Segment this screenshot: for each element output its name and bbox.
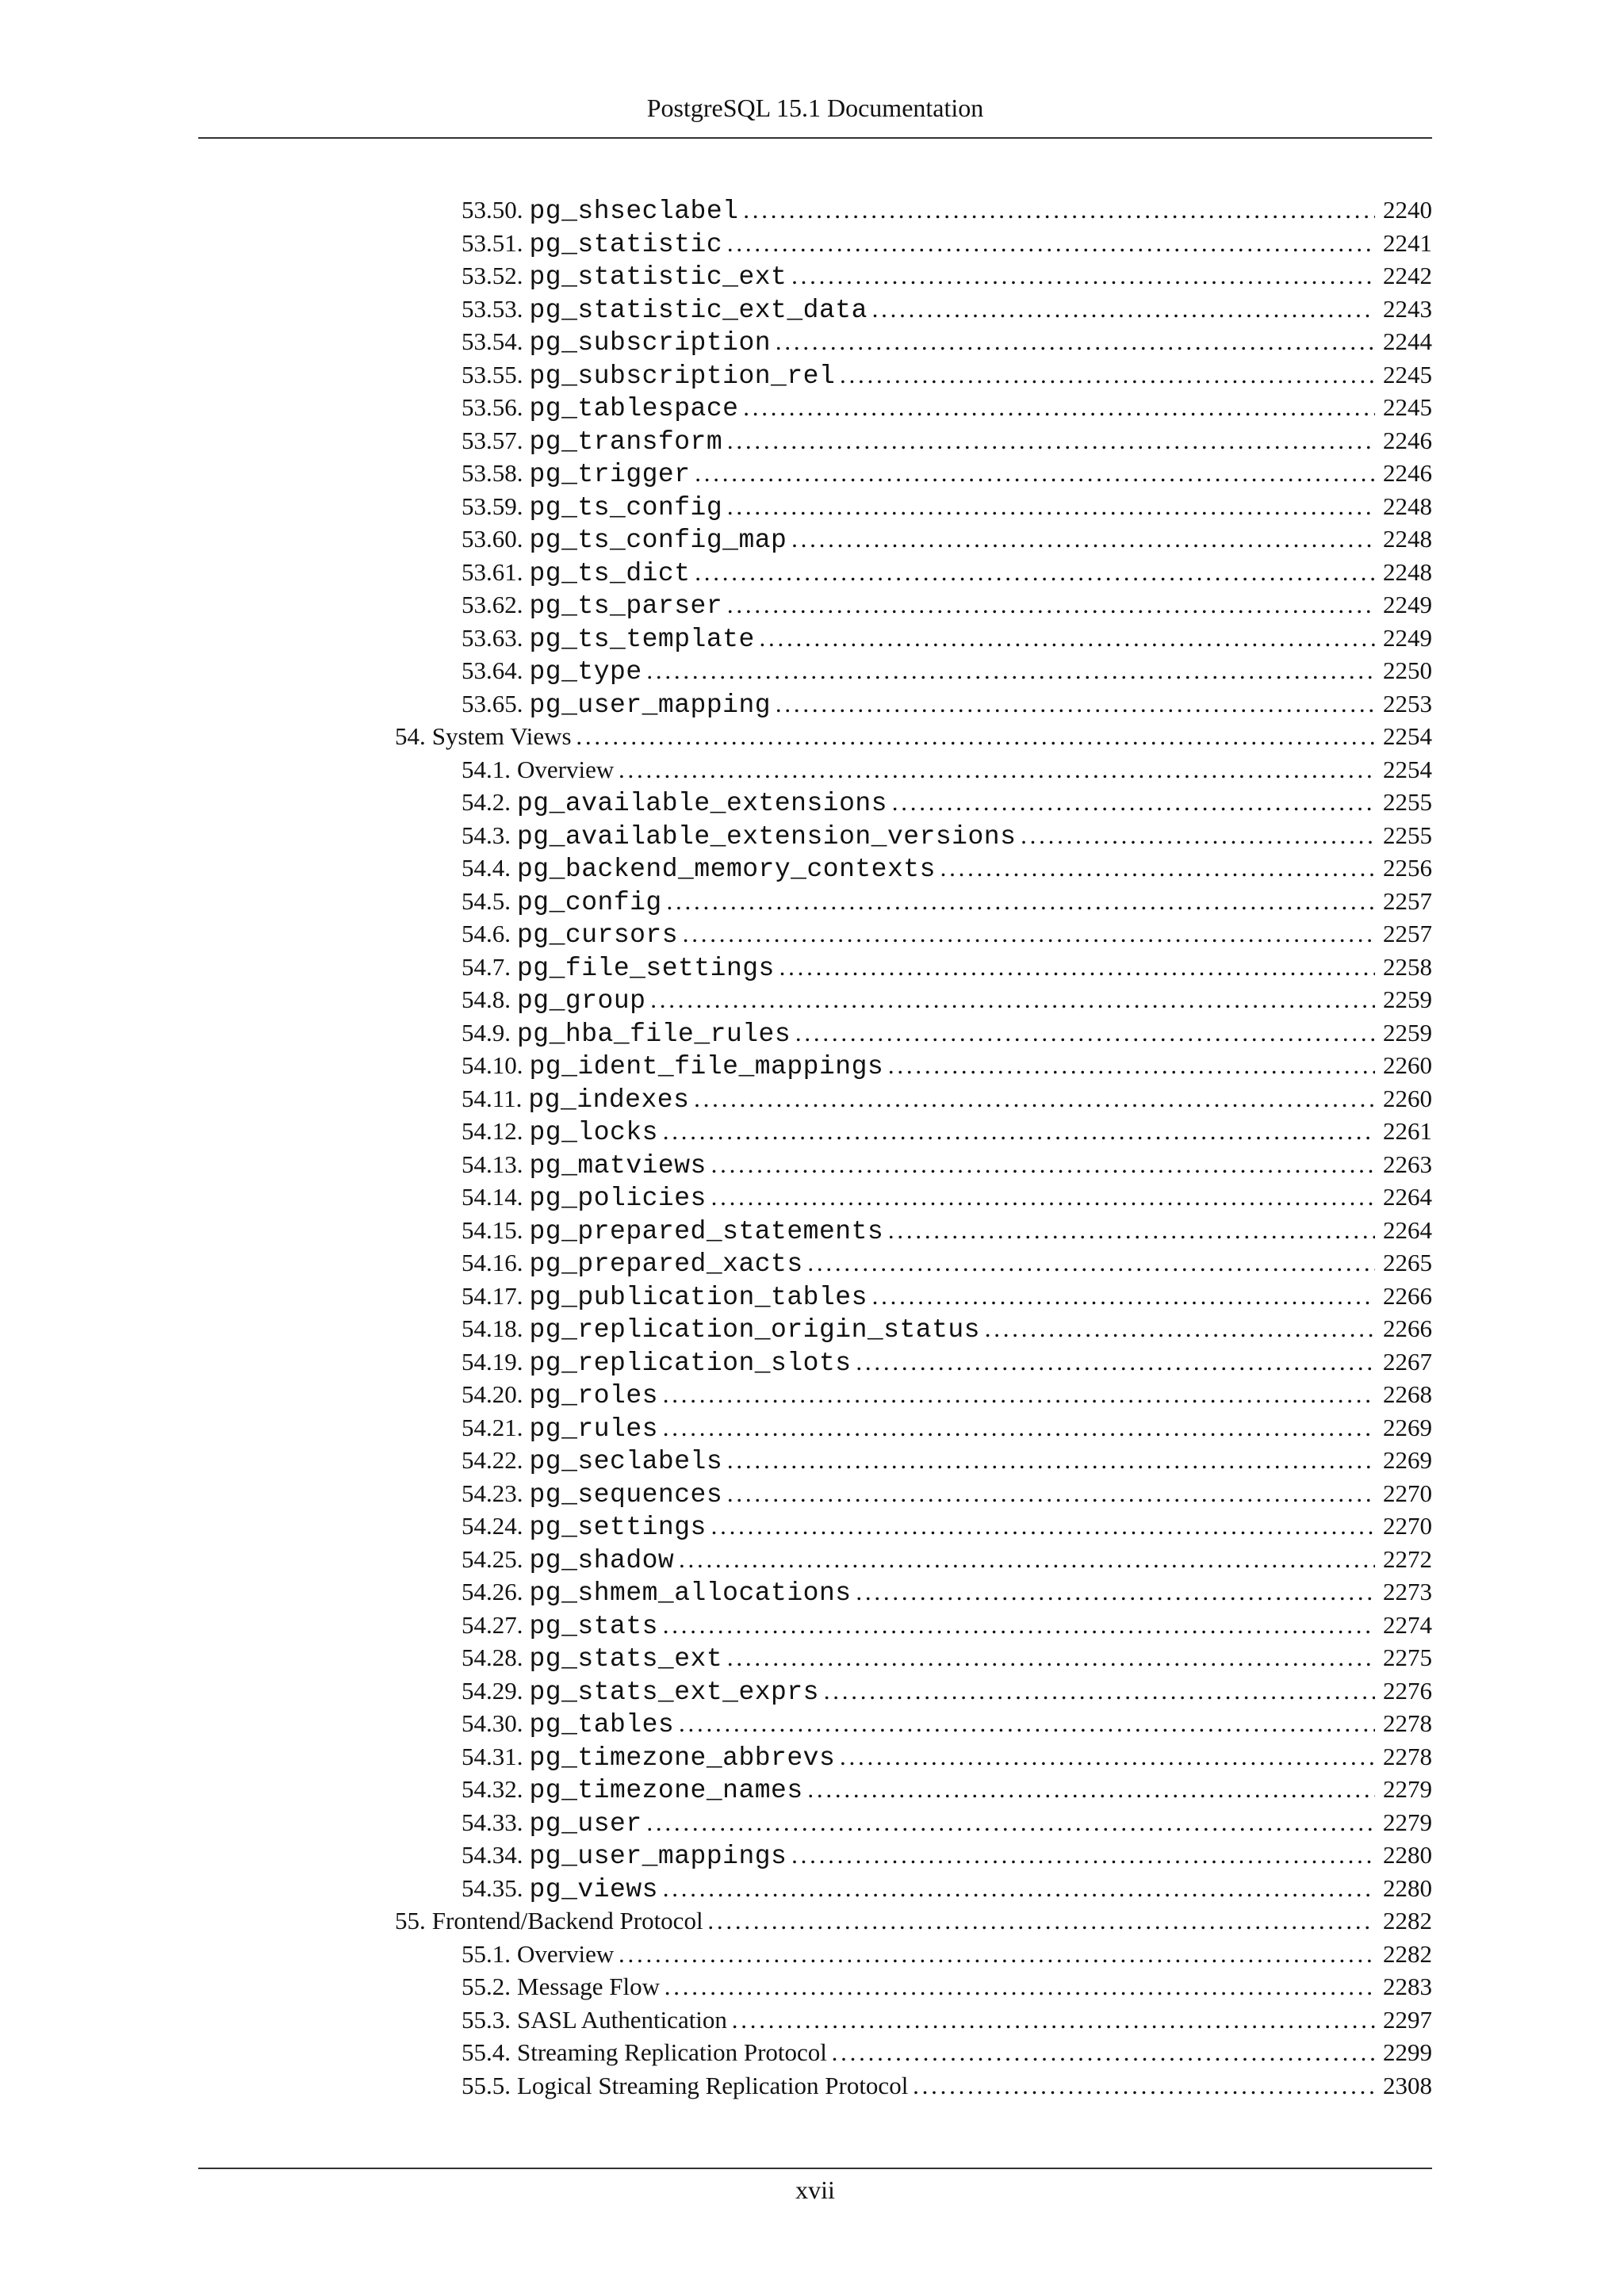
toc-entry[interactable] bbox=[462, 1872, 1624, 1905]
toc-entry[interactable] bbox=[462, 1773, 1624, 1806]
toc-entry-page: 2246 bbox=[1375, 457, 1432, 490]
toc-entry-page: 2278 bbox=[1375, 1707, 1432, 1740]
toc-entry-label bbox=[462, 1378, 1432, 1411]
toc-entry-number: 53.57. bbox=[462, 426, 523, 454]
toc-entry-label bbox=[462, 1214, 1432, 1247]
toc-entry[interactable] bbox=[462, 1970, 1624, 2003]
toc-entry-page: 2240 bbox=[1375, 193, 1432, 227]
toc-entry-title[interactable]: pg_stats bbox=[529, 1611, 658, 1641]
toc-entry-number: 53.63. bbox=[462, 623, 523, 652]
toc-entry-label bbox=[462, 1872, 1432, 1905]
toc-entry-number: 54.28. bbox=[462, 1644, 523, 1671]
toc-entry-title[interactable]: System Views bbox=[431, 722, 572, 750]
toc-entry-label bbox=[462, 2036, 1432, 2069]
toc-entry-title[interactable]: pg_statistic bbox=[529, 229, 723, 259]
toc-entry-label bbox=[462, 2069, 1432, 2103]
toc-entry[interactable] bbox=[462, 1082, 1624, 1115]
toc-entry[interactable] bbox=[462, 622, 1624, 655]
toc-entry-label bbox=[462, 293, 1432, 326]
toc-entry-label bbox=[462, 1246, 1432, 1280]
toc-entry-number: 54.9. bbox=[462, 1018, 511, 1047]
toc-entry[interactable] bbox=[462, 1707, 1624, 1740]
toc-entry[interactable] bbox=[395, 1904, 1624, 1938]
toc-entry-page: 2267 bbox=[1375, 1345, 1432, 1379]
toc-entry-label bbox=[462, 1674, 1432, 1708]
toc-entry-title[interactable]: pg_file_settings bbox=[517, 953, 775, 983]
toc-entry-title[interactable]: pg_replication_origin_status bbox=[529, 1315, 980, 1345]
toc-entry-number: 53.51. bbox=[462, 228, 523, 257]
toc-entry-label bbox=[462, 1082, 1432, 1115]
toc-entry[interactable] bbox=[462, 1575, 1624, 1609]
toc-entry-number: 54.32. bbox=[462, 1775, 523, 1803]
toc-entry-title[interactable]: pg_statistic_ext bbox=[529, 262, 787, 292]
toc-entry[interactable] bbox=[462, 1016, 1624, 1050]
toc-entry-title[interactable]: pg_user_mapping bbox=[529, 690, 772, 720]
toc-entry[interactable] bbox=[462, 556, 1624, 589]
toc-entry-title[interactable]: pg_shadow bbox=[529, 1545, 675, 1575]
toc-entry-label bbox=[462, 1411, 1432, 1445]
toc-entry[interactable] bbox=[462, 490, 1624, 523]
toc-entry[interactable] bbox=[462, 1444, 1624, 1477]
toc-entry[interactable] bbox=[462, 1345, 1624, 1379]
toc-entry-page: 2260 bbox=[1375, 1082, 1432, 1115]
toc-entry-title[interactable]: pg_settings bbox=[529, 1513, 707, 1542]
toc-entry-title[interactable]: pg_tablespace bbox=[529, 394, 739, 423]
toc-entry-page: 2279 bbox=[1375, 1773, 1432, 1806]
toc-entry-number: 54.5. bbox=[462, 886, 511, 915]
toc-entry[interactable] bbox=[462, 259, 1624, 293]
toc-entry-page: 2297 bbox=[1375, 2003, 1432, 2037]
toc-entry-page: 2266 bbox=[1375, 1280, 1432, 1313]
toc-entry[interactable] bbox=[462, 2003, 1624, 2037]
toc-entry[interactable] bbox=[462, 654, 1624, 687]
toc-entry-label bbox=[395, 720, 1432, 753]
toc-entry-number: 54.4. bbox=[462, 854, 511, 882]
toc-entry-title[interactable]: pg_cursors bbox=[517, 920, 679, 950]
toc-entry-page: 2299 bbox=[1375, 2036, 1432, 2069]
toc-entry-page: 2274 bbox=[1375, 1609, 1432, 1642]
toc-entry-page: 2253 bbox=[1375, 687, 1432, 721]
toc-entry-page: 2244 bbox=[1375, 325, 1432, 358]
toc-entry-title[interactable]: pg_replication_slots bbox=[529, 1348, 852, 1378]
page-header-title: PostgreSQL 15.1 Documentation bbox=[646, 94, 984, 122]
toc-entry-page: 2268 bbox=[1375, 1378, 1432, 1411]
toc-entry-label bbox=[462, 1016, 1432, 1050]
toc-entry-title[interactable]: pg_prepared_xacts bbox=[529, 1249, 803, 1279]
toc-entry-number: 54.18. bbox=[462, 1314, 523, 1342]
toc-entry-title[interactable]: pg_available_extensions bbox=[517, 789, 887, 818]
toc-entry[interactable] bbox=[462, 1049, 1624, 1082]
toc-entry-title[interactable]: pg_type bbox=[529, 657, 642, 687]
toc-entry-title[interactable]: pg_ident_file_mappings bbox=[529, 1052, 884, 1081]
toc-entry[interactable] bbox=[462, 1609, 1624, 1642]
toc-entry[interactable] bbox=[462, 1839, 1624, 1872]
toc-entry[interactable] bbox=[462, 1938, 1624, 1971]
toc-entry-title[interactable]: Streaming Replication Protocol bbox=[517, 2038, 827, 2066]
toc-entry-label bbox=[462, 951, 1432, 984]
toc-entry-label bbox=[462, 1280, 1432, 1313]
toc-entry-page: 2254 bbox=[1375, 753, 1432, 786]
toc-entry-title[interactable]: pg_ts_parser bbox=[529, 591, 723, 621]
toc-entry[interactable] bbox=[462, 1115, 1624, 1148]
toc-entry-label bbox=[462, 588, 1432, 622]
toc-entry-title[interactable]: pg_shseclabel bbox=[529, 197, 739, 226]
toc-entry-page: 2248 bbox=[1375, 522, 1432, 556]
toc-entry[interactable] bbox=[462, 424, 1624, 457]
toc-entry-page: 2245 bbox=[1375, 391, 1432, 424]
toc-entry-page: 2273 bbox=[1375, 1575, 1432, 1609]
toc-entry-label bbox=[462, 391, 1432, 424]
toc-entry-label bbox=[462, 259, 1432, 293]
toc-entry-page: 2279 bbox=[1375, 1806, 1432, 1839]
toc-entry[interactable] bbox=[462, 2069, 1624, 2103]
toc-entry-label bbox=[395, 1904, 1432, 1938]
toc-entry-number: 54.21. bbox=[462, 1413, 523, 1441]
toc-entry-label bbox=[462, 227, 1432, 260]
toc-entry[interactable] bbox=[462, 753, 1624, 786]
toc-entry-title[interactable]: pg_ts_dict bbox=[529, 558, 691, 588]
toc-entry-title[interactable]: pg_statistic_ext_data bbox=[529, 295, 868, 325]
toc-entry-page: 2258 bbox=[1375, 951, 1432, 984]
toc-entry[interactable] bbox=[462, 983, 1624, 1016]
toc-entry-title[interactable]: pg_roles bbox=[529, 1381, 658, 1410]
toc-entry-page: 2272 bbox=[1375, 1543, 1432, 1576]
toc-entry-label bbox=[462, 1970, 1432, 2003]
toc-entry-number: 53.65. bbox=[462, 689, 523, 718]
toc-entry-number: 53.59. bbox=[462, 492, 523, 520]
toc-entry-number: 54.20. bbox=[462, 1380, 523, 1408]
toc-entry-label bbox=[462, 819, 1432, 852]
toc-entry-label bbox=[462, 1181, 1432, 1214]
toc-entry-number: 54.22. bbox=[462, 1446, 523, 1474]
toc-entry-page: 2270 bbox=[1375, 1477, 1432, 1510]
toc-entry-number: 55.3. bbox=[462, 2005, 511, 2034]
toc-entry-page: 2264 bbox=[1375, 1214, 1432, 1247]
toc-entry-title[interactable]: SASL Authentication bbox=[517, 2005, 727, 2034]
toc-entry-number: 55.1. bbox=[462, 1939, 511, 1968]
toc-entry-title[interactable]: Overview bbox=[517, 755, 615, 783]
toc-entry-label bbox=[462, 654, 1432, 687]
toc-entry-page: 2282 bbox=[1375, 1904, 1432, 1938]
toc-entry-title[interactable]: pg_timezone_abbrevs bbox=[529, 1743, 836, 1773]
toc-entry-number: 53.62. bbox=[462, 591, 523, 618]
toc-entry-title[interactable]: pg_group bbox=[517, 986, 646, 1016]
toc-entry-page: 2256 bbox=[1375, 851, 1432, 885]
toc-entry-title[interactable]: pg_publication_tables bbox=[529, 1282, 868, 1312]
toc-entry[interactable] bbox=[462, 1181, 1624, 1214]
toc-entry-page: 2248 bbox=[1375, 556, 1432, 589]
toc-entry-page: 2250 bbox=[1375, 654, 1432, 687]
toc-entry-number: 54.7. bbox=[462, 952, 511, 981]
toc-entry-label bbox=[462, 1740, 1432, 1774]
toc-entry-page: 2241 bbox=[1375, 227, 1432, 260]
toc-entry-label bbox=[462, 1477, 1432, 1510]
toc-entry[interactable] bbox=[462, 951, 1624, 984]
toc-entry-label bbox=[462, 1575, 1432, 1609]
toc-entry-title[interactable]: pg_matviews bbox=[529, 1150, 707, 1181]
toc-entry-title[interactable]: pg_transform bbox=[529, 427, 723, 457]
toc-entry-label bbox=[462, 851, 1432, 885]
toc-entry-number: 54.11. bbox=[462, 1084, 523, 1112]
footer-rule bbox=[198, 2168, 1432, 2169]
toc-entry[interactable] bbox=[462, 1148, 1624, 1181]
toc-entry-number: 54.25. bbox=[462, 1544, 523, 1573]
toc-entry-title[interactable]: Message Flow bbox=[517, 1973, 660, 2000]
header-rule bbox=[198, 137, 1432, 139]
toc-entry[interactable] bbox=[462, 2036, 1624, 2069]
toc-entry-number: 54.16. bbox=[462, 1249, 523, 1276]
toc-entry-page: 2283 bbox=[1375, 1970, 1432, 2003]
toc-entry-page: 2280 bbox=[1375, 1872, 1432, 1905]
toc-entry-title[interactable]: pg_prepared_statements bbox=[529, 1216, 884, 1246]
toc-entry-number: 53.54. bbox=[462, 327, 523, 355]
toc-entry-title[interactable]: pg_indexes bbox=[528, 1085, 690, 1115]
toc-entry-number: 53.58. bbox=[462, 459, 523, 487]
toc-entry[interactable] bbox=[462, 1543, 1624, 1576]
toc-entry-number: 54.26. bbox=[462, 1578, 523, 1605]
toc-entry-title[interactable]: pg_stats_ext_exprs bbox=[529, 1677, 819, 1707]
toc-entry[interactable] bbox=[462, 786, 1624, 819]
toc-entry[interactable] bbox=[462, 193, 1624, 227]
toc-entry-page: 2257 bbox=[1375, 885, 1432, 918]
toc-entry-number: 54. bbox=[395, 722, 426, 750]
toc-entry-number: 54.35. bbox=[462, 1873, 523, 1902]
toc-entry-number: 54.15. bbox=[462, 1215, 523, 1244]
toc-entry-number: 55.4. bbox=[462, 2038, 511, 2066]
toc-entry-page: 2242 bbox=[1375, 259, 1432, 293]
toc-entry-page: 2278 bbox=[1375, 1740, 1432, 1774]
toc-entry[interactable] bbox=[462, 1312, 1624, 1345]
toc-entry-label bbox=[462, 1806, 1432, 1839]
toc-entry-page: 2245 bbox=[1375, 358, 1432, 392]
toc-entry-number: 54.30. bbox=[462, 1709, 523, 1737]
toc-entry-page: 2264 bbox=[1375, 1181, 1432, 1214]
toc-entry[interactable] bbox=[462, 1641, 1624, 1674]
table-of-contents bbox=[0, 193, 1624, 2102]
toc-entry-title[interactable]: pg_sequences bbox=[529, 1479, 723, 1510]
toc-entry-number: 54.33. bbox=[462, 1808, 523, 1836]
toc-entry[interactable] bbox=[462, 358, 1624, 392]
toc-entry-title[interactable]: pg_rules bbox=[529, 1414, 658, 1444]
toc-entry-number: 53.61. bbox=[462, 557, 523, 586]
toc-entry-label bbox=[462, 917, 1432, 951]
toc-entry-label bbox=[462, 1049, 1432, 1082]
toc-entry[interactable] bbox=[462, 1214, 1624, 1247]
toc-entry[interactable] bbox=[462, 1740, 1624, 1774]
toc-entry-label bbox=[462, 1115, 1432, 1148]
toc-entry-title[interactable]: pg_stats_ext bbox=[529, 1644, 723, 1674]
toc-entry-number: 53.60. bbox=[462, 525, 523, 553]
toc-entry[interactable] bbox=[462, 851, 1624, 885]
toc-entry-page: 2248 bbox=[1375, 490, 1432, 523]
toc-entry[interactable] bbox=[462, 457, 1624, 490]
toc-entry[interactable] bbox=[462, 1510, 1624, 1543]
toc-entry-page: 2269 bbox=[1375, 1411, 1432, 1445]
toc-entry-label bbox=[462, 424, 1432, 457]
toc-entry-page: 2260 bbox=[1375, 1049, 1432, 1082]
toc-entry-number: 54.6. bbox=[462, 920, 511, 947]
toc-entry-label bbox=[462, 1444, 1432, 1477]
toc-entry[interactable] bbox=[462, 227, 1624, 260]
toc-entry-title[interactable]: pg_ts_template bbox=[529, 624, 755, 654]
toc-entry[interactable] bbox=[462, 885, 1624, 918]
toc-entry-label bbox=[462, 1148, 1432, 1181]
toc-entry-number: 54.14. bbox=[462, 1183, 523, 1211]
toc-entry-number: 54.23. bbox=[462, 1479, 523, 1507]
toc-entry-label bbox=[462, 556, 1432, 589]
toc-entry-label bbox=[462, 1773, 1432, 1806]
toc-entry-title[interactable]: pg_tables bbox=[529, 1710, 675, 1739]
toc-entry-number: 54.1. bbox=[462, 755, 511, 783]
toc-entry-number: 54.19. bbox=[462, 1347, 523, 1376]
toc-entry-label bbox=[462, 1839, 1432, 1872]
toc-entry-label bbox=[462, 885, 1432, 918]
toc-entry-number: 54.34. bbox=[462, 1841, 523, 1869]
toc-entry-title[interactable]: pg_subscription_rel bbox=[529, 361, 836, 391]
toc-entry[interactable] bbox=[462, 588, 1624, 622]
toc-entry-number: 55. bbox=[395, 1907, 426, 1934]
toc-entry[interactable] bbox=[462, 1806, 1624, 1839]
toc-entry[interactable] bbox=[462, 1246, 1624, 1280]
page-number: xvii bbox=[795, 2175, 835, 2204]
toc-entry-number: 54.8. bbox=[462, 985, 511, 1013]
toc-entry-title[interactable]: pg_ts_config bbox=[529, 492, 723, 522]
toc-entry-number: 53.55. bbox=[462, 360, 523, 388]
toc-entry-label bbox=[462, 1609, 1432, 1642]
toc-entry-label bbox=[462, 193, 1432, 227]
toc-entry-label bbox=[462, 522, 1432, 556]
toc-entry-title[interactable]: pg_locks bbox=[529, 1118, 658, 1147]
toc-entry-number: 54.27. bbox=[462, 1610, 523, 1639]
toc-entry-number: 54.29. bbox=[462, 1676, 523, 1705]
toc-entry[interactable] bbox=[462, 687, 1624, 721]
toc-entry-page: 2261 bbox=[1375, 1115, 1432, 1148]
toc-entry[interactable] bbox=[462, 819, 1624, 852]
toc-entry[interactable] bbox=[462, 1411, 1624, 1445]
toc-entry-page: 2276 bbox=[1375, 1674, 1432, 1708]
toc-entry-title[interactable]: pg_views bbox=[529, 1874, 658, 1904]
toc-entry-title[interactable]: pg_timezone_names bbox=[529, 1776, 803, 1805]
toc-entry-number: 54.12. bbox=[462, 1117, 523, 1145]
toc-entry-label bbox=[462, 1345, 1432, 1379]
toc-entry-page: 2259 bbox=[1375, 1016, 1432, 1050]
toc-entry-label bbox=[462, 1707, 1432, 1740]
toc-entry-page: 2263 bbox=[1375, 1148, 1432, 1181]
toc-entry-page: 2265 bbox=[1375, 1246, 1432, 1280]
toc-entry-title[interactable]: pg_config bbox=[517, 887, 662, 917]
toc-entry-label bbox=[462, 325, 1432, 358]
toc-entry-label bbox=[462, 457, 1432, 490]
toc-entry-label bbox=[462, 753, 1432, 786]
toc-entry-page: 2282 bbox=[1375, 1938, 1432, 1971]
toc-entry-page: 2257 bbox=[1375, 917, 1432, 951]
toc-entry-number: 54.10. bbox=[462, 1051, 523, 1079]
toc-entry-number: 55.2. bbox=[462, 1973, 511, 2000]
toc-entry-number: 53.52. bbox=[462, 262, 523, 289]
toc-entry-title[interactable]: Overview bbox=[517, 1939, 615, 1968]
toc-entry-page: 2249 bbox=[1375, 622, 1432, 655]
toc-entry-title[interactable]: pg_shmem_allocations bbox=[529, 1578, 852, 1608]
toc-entry-page: 2280 bbox=[1375, 1839, 1432, 1872]
toc-entry-page: 2254 bbox=[1375, 720, 1432, 753]
toc-entry-title[interactable]: pg_trigger bbox=[529, 460, 691, 489]
toc-entry-page: 2246 bbox=[1375, 424, 1432, 457]
toc-entry-number: 54.31. bbox=[462, 1742, 523, 1770]
toc-entry-page: 2308 bbox=[1375, 2069, 1432, 2103]
toc-entry[interactable] bbox=[462, 1280, 1624, 1313]
toc-entry[interactable] bbox=[395, 720, 1624, 753]
toc-entry[interactable] bbox=[462, 522, 1624, 556]
toc-entry-page: 2269 bbox=[1375, 1444, 1432, 1477]
toc-entry-label bbox=[462, 1543, 1432, 1576]
toc-entry-title[interactable]: Frontend/Backend Protocol bbox=[431, 1907, 703, 1934]
toc-entry-page: 2249 bbox=[1375, 588, 1432, 622]
toc-entry-page: 2255 bbox=[1375, 786, 1432, 819]
toc-entry-number: 54.17. bbox=[462, 1281, 523, 1310]
toc-entry-title[interactable]: pg_policies bbox=[529, 1184, 707, 1213]
toc-entry-number: 54.24. bbox=[462, 1512, 523, 1540]
toc-entry-number: 54.2. bbox=[462, 788, 511, 816]
toc-entry[interactable] bbox=[462, 1477, 1624, 1510]
toc-entry[interactable] bbox=[462, 917, 1624, 951]
toc-entry[interactable] bbox=[462, 293, 1624, 326]
toc-entry[interactable] bbox=[462, 325, 1624, 358]
toc-entry-number: 54.13. bbox=[462, 1150, 523, 1178]
toc-entry-number: 53.56. bbox=[462, 393, 523, 421]
toc-entry-label bbox=[462, 786, 1432, 819]
toc-entry-page: 2259 bbox=[1375, 983, 1432, 1016]
toc-entry-page: 2270 bbox=[1375, 1510, 1432, 1543]
toc-entry-page: 2275 bbox=[1375, 1641, 1432, 1674]
toc-entry-label bbox=[462, 687, 1432, 721]
toc-entry-label bbox=[462, 622, 1432, 655]
toc-entry-number: 53.64. bbox=[462, 656, 523, 684]
toc-entry-title[interactable]: Logical Streaming Replication Protocol bbox=[517, 2071, 909, 2099]
toc-entry-number: 54.3. bbox=[462, 821, 511, 849]
toc-entry-title[interactable]: pg_ts_config_map bbox=[529, 526, 787, 555]
toc-entry-label bbox=[462, 358, 1432, 392]
toc-entry-page: 2266 bbox=[1375, 1312, 1432, 1345]
toc-entry-label bbox=[462, 1312, 1432, 1345]
toc-entry-title[interactable]: pg_subscription bbox=[529, 328, 772, 358]
toc-entry-page: 2243 bbox=[1375, 293, 1432, 326]
toc-entry-label bbox=[462, 1510, 1432, 1543]
toc-entry-label bbox=[462, 1641, 1432, 1674]
toc-entry-title[interactable]: pg_seclabels bbox=[529, 1447, 723, 1476]
toc-entry[interactable] bbox=[462, 1378, 1624, 1411]
toc-entry-title[interactable]: pg_hba_file_rules bbox=[517, 1019, 791, 1049]
toc-entry-number: 53.50. bbox=[462, 196, 523, 224]
toc-entry-label bbox=[462, 983, 1432, 1016]
toc-entry-page: 2255 bbox=[1375, 819, 1432, 852]
toc-entry-title[interactable]: pg_user_mappings bbox=[529, 1842, 787, 1871]
toc-entry[interactable] bbox=[462, 391, 1624, 424]
toc-entry-number: 53.53. bbox=[462, 294, 523, 323]
toc-entry-title[interactable]: pg_backend_memory_contexts bbox=[517, 855, 936, 884]
toc-entry-label bbox=[462, 1938, 1432, 1971]
toc-entry-title[interactable]: pg_available_extension_versions bbox=[517, 821, 1017, 851]
toc-entry-label bbox=[462, 490, 1432, 523]
toc-entry[interactable] bbox=[462, 1674, 1624, 1708]
toc-entry-label bbox=[462, 2003, 1432, 2037]
toc-entry-title[interactable]: pg_user bbox=[529, 1808, 642, 1839]
toc-entry-number: 55.5. bbox=[462, 2071, 511, 2099]
